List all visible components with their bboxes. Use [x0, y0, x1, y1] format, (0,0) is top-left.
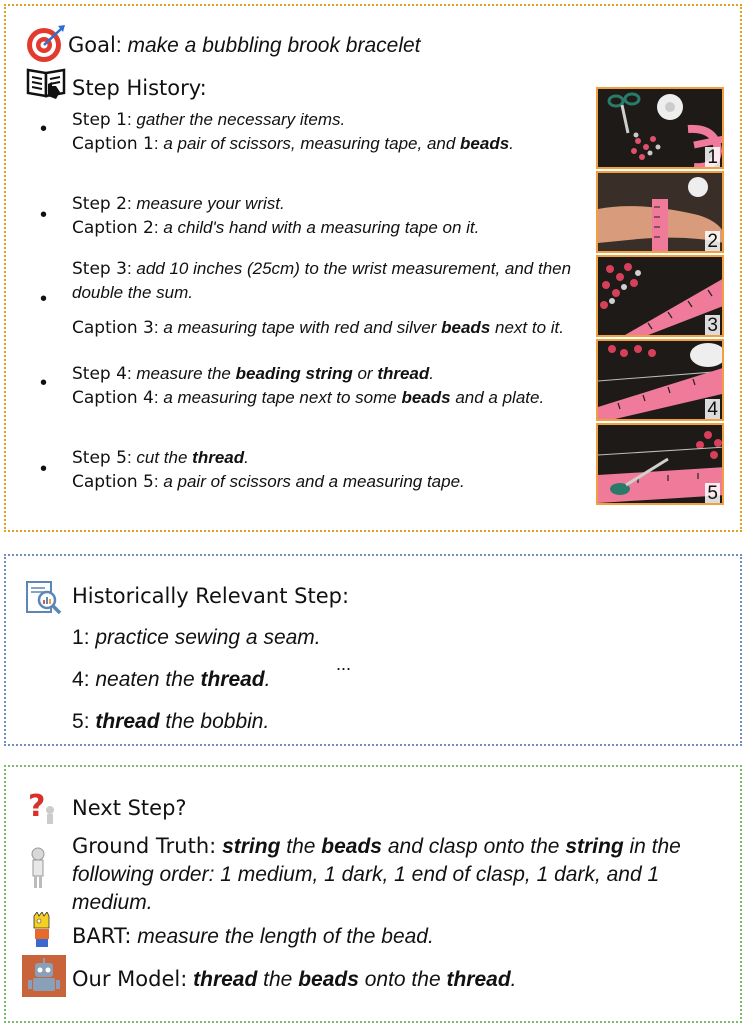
ellipsis: ... — [336, 654, 352, 674]
image-number: 4 — [707, 399, 718, 420]
item-number: 1 — [72, 626, 84, 649]
bart-text: measure the length of the bead. — [131, 925, 434, 948]
gt-text: in the following order: 1 medium, 1 dark, 1 end of clasp, 1 dark, and 1 medium. — [72, 835, 681, 914]
step-history-title: Step History: — [72, 76, 207, 100]
caption-text: a measuring tape with red and silver — [163, 318, 442, 337]
ground-truth-label: Ground Truth: — [72, 834, 217, 858]
item-number: 5 — [72, 710, 84, 733]
item-bold: thread — [200, 668, 265, 691]
ours-bold: beads — [298, 968, 359, 991]
ours-bold: thread — [193, 968, 258, 991]
step-3-instruction: Step 3: add 10 inches (25cm) to the wrist measurement, and then double the sum. — [72, 259, 572, 302]
next-step-title: Next Step? — [72, 796, 187, 820]
step-text: measure the — [136, 364, 236, 383]
step-end: . — [244, 448, 249, 467]
step-label: Step 3 — [72, 259, 127, 279]
image-number: 2 — [707, 231, 718, 252]
step-mid: or — [352, 364, 378, 383]
caption-label: Caption 3 — [72, 318, 154, 338]
bart-icon — [30, 912, 54, 952]
step-bold: thread — [192, 448, 245, 467]
svg-text:?: ? — [28, 789, 46, 824]
gt-text: the — [280, 835, 322, 858]
question-person-icon — [26, 788, 60, 828]
caption-text: a child's hand with a measuring tape on it. — [163, 218, 480, 237]
caption-bold: beads — [441, 318, 491, 337]
goal-text: make a bubbling brook bracelet — [127, 34, 421, 57]
magnifier-chart-icon — [25, 580, 63, 616]
item-end: the bobbin. — [159, 710, 270, 733]
relevant-step-title: Historically Relevant Step: — [72, 584, 350, 608]
step-2: Step 2: measure your wrist. Caption 2: a child's hand with a measuring tape on it. — [72, 194, 480, 238]
caption-end: next to it. — [490, 318, 564, 337]
gt-bold: beads — [321, 835, 382, 858]
caption-end: . — [509, 134, 514, 153]
bullet-dot: • — [40, 458, 48, 480]
bullet-dot: • — [40, 372, 48, 394]
our-model-label: Our Model: — [72, 967, 188, 991]
step-4: Step 4: measure the beading string or thread. Caption 4: a measuring tape next to some beads and a plate. — [72, 364, 545, 408]
caption-text: a pair of scissors and a measuring tape. — [163, 472, 465, 491]
caption-text: a measuring tape next to some — [163, 388, 402, 407]
item-text: neaten the — [95, 668, 201, 691]
thinking-person-icon — [26, 846, 50, 890]
item-bold: thread — [95, 710, 160, 733]
step-label: Step 2 — [72, 194, 127, 214]
step-text: add 10 inches (25cm) to the wrist measurement, and then double the sum. — [72, 259, 572, 302]
caption-label: Caption 2 — [72, 218, 154, 238]
ground-truth-text — [72, 832, 744, 917]
gt-bold: string — [565, 835, 624, 858]
bullet-dot: • — [40, 204, 48, 226]
bart-label: BART: — [72, 924, 132, 948]
step-label: Step 5 — [72, 448, 127, 468]
caption-bold: beads — [401, 388, 451, 407]
step-text: cut the — [136, 448, 193, 467]
caption-label: Caption 1 — [72, 134, 154, 154]
step-3-image — [596, 255, 724, 337]
target-icon — [25, 24, 67, 64]
goal-line: Goal: make a bubbling brook bracelet — [68, 33, 421, 57]
caption-end: and a plate. — [450, 388, 545, 407]
ours-text: the — [257, 968, 299, 991]
image-number: 5 — [707, 483, 718, 504]
relevant-step-item: 1: practice sewing a seam. — [72, 626, 321, 649]
bullet-dot: • — [40, 288, 48, 310]
caption-label: Caption 4 — [72, 388, 154, 408]
caption-bold: beads — [460, 134, 510, 153]
relevant-step-item: 5: thread the bobbin. — [72, 710, 270, 733]
gt-bold: string — [222, 835, 281, 858]
step-1-image — [596, 87, 724, 169]
step-label: Step 4 — [72, 364, 127, 384]
bullet-dot: • — [40, 118, 48, 140]
step-bold: beading string — [235, 364, 353, 383]
step-bold: thread — [377, 364, 430, 383]
bart-prediction — [72, 924, 434, 949]
step-4-image — [596, 339, 724, 421]
book-hand-icon — [26, 66, 68, 100]
item-text: practice sewing a seam. — [95, 626, 321, 649]
goal-label: Goal — [68, 33, 116, 57]
robot-icon — [22, 955, 66, 997]
item-end: . — [264, 668, 271, 691]
step-1: Step 1: gather the necessary items. Caption 1: a pair of scissors, measuring tape, and beads. — [72, 110, 514, 154]
step-3-caption: Caption 3: a measuring tape with red and silver beads next to it. — [72, 318, 564, 338]
image-number: 3 — [707, 315, 718, 336]
step-end: . — [429, 364, 435, 383]
step-5-image — [596, 423, 724, 505]
step-text: gather the necessary items. — [136, 110, 346, 129]
caption-label: Caption 5 — [72, 472, 154, 492]
gt-text: and clasp onto the — [382, 835, 566, 858]
step-text: measure your wrist. — [136, 194, 285, 213]
item-number: 4 — [72, 668, 84, 691]
ours-text: . — [510, 968, 517, 991]
step-label: Step 1 — [72, 110, 127, 130]
ours-bold: thread — [446, 968, 511, 991]
caption-text: a pair of scissors, measuring tape, and — [163, 134, 461, 153]
relevant-step-item: 4: neaten the thread. — [72, 668, 271, 691]
step-2-image — [596, 171, 724, 253]
step-5: Step 5: cut the thread. Caption 5: a pair of scissors and a measuring tape. — [72, 448, 465, 492]
image-number: 1 — [707, 147, 718, 168]
our-model-prediction — [72, 967, 517, 992]
ours-text: onto the — [358, 968, 447, 991]
